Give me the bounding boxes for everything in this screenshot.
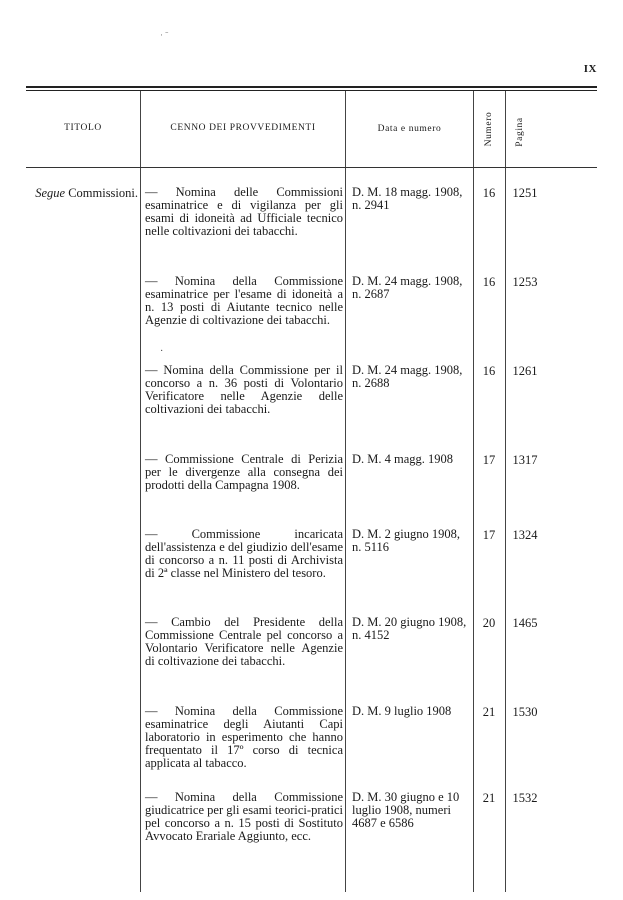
entry-numero: 21 xyxy=(482,791,496,805)
column-divider-2 xyxy=(345,91,346,892)
entry-numero: 16 xyxy=(482,186,496,200)
entry-pagina: 1530 xyxy=(512,705,538,719)
column-divider-3 xyxy=(473,91,474,892)
entry-pagina: 1253 xyxy=(512,275,538,289)
entry-data: D. M. 9 luglio 1908 xyxy=(352,704,452,718)
entry-cenno: — Commissione incaricata dell'assistenza e del giudizio dell'esame di concorso a n. 11 posti di Archivista di 2ª classe nel Ministero del tesoro. xyxy=(145,527,343,580)
section-name: Commissioni. xyxy=(68,186,138,200)
header-titolo: TITOLO xyxy=(64,123,102,133)
entry-numero: 17 xyxy=(482,453,496,467)
top-rule-thin xyxy=(26,90,597,91)
column-divider-1 xyxy=(140,91,141,892)
header-numero: Numero xyxy=(484,111,494,147)
page-number: IX xyxy=(583,63,597,75)
entry-pagina: 1251 xyxy=(512,186,538,200)
top-rule xyxy=(26,86,597,88)
entry-cenno: — Nomina delle Commissioni esaminatrice e di vigilanza per gli esami di idoneità ad Ufficiale tecnico nelle coltivazioni dei tabacchi. xyxy=(145,185,343,238)
entry-data: D. M. 24 magg. 1908, n. 2687 xyxy=(352,274,463,301)
entry-data: D. M. 30 giugno e 10 luglio 1908, numeri 4687 e 6586 xyxy=(352,790,460,830)
section-segue: Segue xyxy=(35,186,66,200)
header-pagina: Pagina xyxy=(515,117,525,147)
entry-numero: 21 xyxy=(482,705,496,719)
column-divider-4 xyxy=(505,91,506,892)
entry-data: D. M. 24 magg. 1908, n. 2688 xyxy=(352,363,463,390)
entry-pagina: 1465 xyxy=(512,616,538,630)
entry-data: D. M. 2 giugno 1908, n. 5116 xyxy=(352,527,460,554)
entry-data: D. M. 18 magg. 1908, n. 2941 xyxy=(352,185,463,212)
entry-pagina: 1261 xyxy=(512,364,538,378)
entry-data: D. M. 4 magg. 1908 xyxy=(352,452,454,466)
section-title xyxy=(26,186,138,201)
entry-pagina: 1532 xyxy=(512,791,538,805)
entry-cenno: — Nomina della Commissione giudicatrice per gli esami teorici-pratici pel concorso a n. 15 posti di Sostituto Avvocato Erariale Aggiunto, ecc. xyxy=(145,790,343,843)
entry-numero: 17 xyxy=(482,528,496,542)
entry-data: D. M. 20 giugno 1908, n. 4152 xyxy=(352,615,467,642)
entry-cenno: — Nomina della Commissione per il concorso a n. 36 posti di Volontario Verificatore nelle Agenzie delle coltivazioni dei tabacchi. xyxy=(145,363,343,416)
entry-cenno: — Nomina della Commissione esaminatrice degli Aiutanti Capi laboratorio in esperimento che hanno frequentato il 17º corso di tecnica applicata al tabacco. xyxy=(145,704,343,770)
entry-cenno: — Commissione Centrale di Perizia per le divergenze alla consegna dei prodotti della Campagna 1908. xyxy=(145,452,343,492)
entry-numero: 16 xyxy=(482,275,496,289)
stray-dot: · xyxy=(160,346,164,357)
entry-pagina: 1317 xyxy=(512,453,538,467)
entry-cenno: — Cambio del Presidente della Commissione Centrale pel concorso a Volontario Verificatore nelle Agenzie di coltivazione dei tabacchi. xyxy=(145,615,343,668)
header-rule xyxy=(26,167,597,168)
entry-pagina: 1324 xyxy=(512,528,538,542)
header-data: Data e numero xyxy=(377,124,442,134)
scan-mark: · ˉ xyxy=(160,30,169,40)
entry-cenno: — Nomina della Commissione esaminatrice per l'esame di idoneità a n. 13 posti di Aiutante tecnico nelle Agenzie di coltivazione dei tabacchi. xyxy=(145,274,343,327)
entry-numero: 20 xyxy=(482,616,496,630)
header-cenno: CENNO DEI PROVVEDIMENTI xyxy=(170,123,316,133)
entry-numero: 16 xyxy=(482,364,496,378)
